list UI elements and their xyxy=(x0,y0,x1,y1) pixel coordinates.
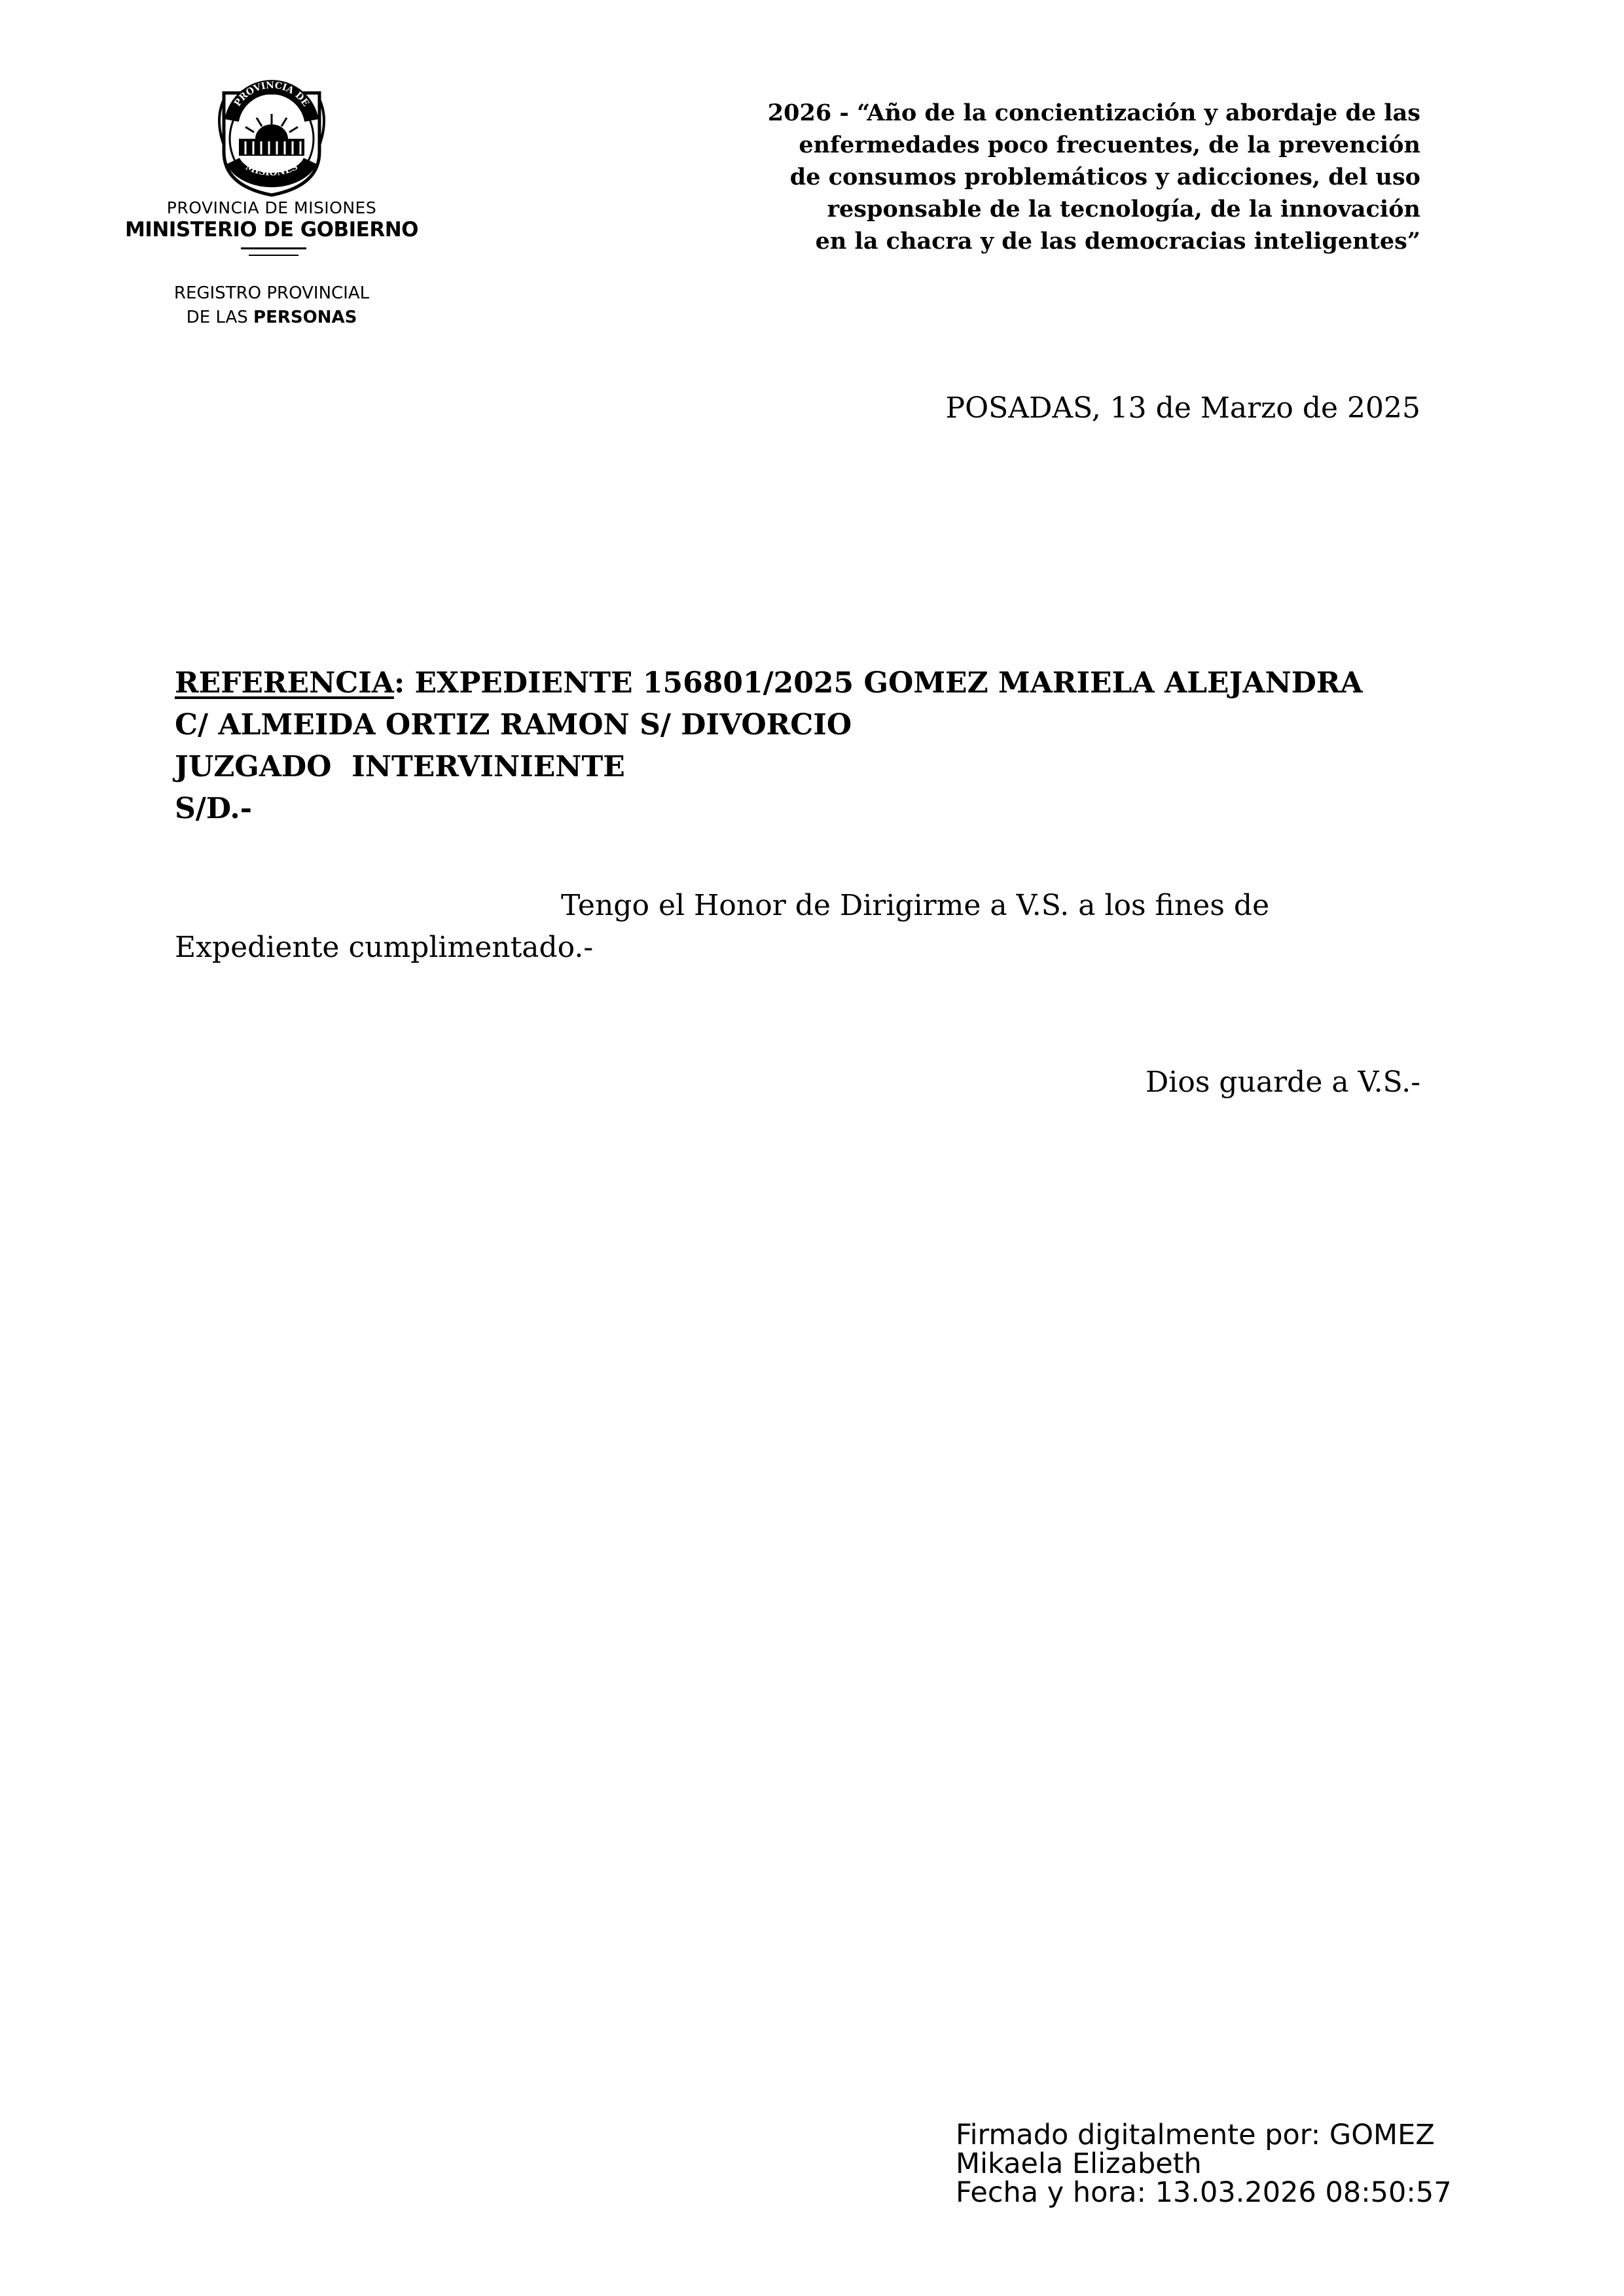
reference-label: REFERENCIA xyxy=(175,666,394,700)
letterhead-ministry: MINISTERIO DE GOBIERNO xyxy=(124,218,419,242)
letterhead-divider xyxy=(249,255,298,256)
reference-case: : EXPEDIENTE 156801/2025 GOMEZ MARIELA ALEJANDRA xyxy=(393,666,1363,700)
place-date: POSADAS, 13 de Marzo de 2025 xyxy=(945,391,1420,425)
letterhead-divider xyxy=(241,247,306,249)
motto-line: responsable de la tecnología, de la innovación xyxy=(827,196,1420,223)
body-line1: Tengo el Honor de Dirigirme a V.S. a los fines de xyxy=(561,889,1270,922)
signature-line3: Fecha y hora: 13.03.2026 08:50:57 xyxy=(956,2176,1452,2209)
motto-line: de consumos problemáticos y adicciones, del uso xyxy=(789,164,1420,190)
signature-line2: Mikaela Elizabeth xyxy=(956,2147,1202,2180)
letterhead-registry-line2 xyxy=(98,308,445,327)
motto-line: enfermedades poco frecuentes, de la prevención xyxy=(799,132,1420,158)
reference-line2: C/ ALMEIDA ORTIZ RAMON S/ DIVORCIO xyxy=(175,708,852,742)
motto-line: 2026 - “Año de la concientización y abordaje de las xyxy=(767,99,1420,126)
crest-text-bottom: MISIONES xyxy=(244,161,300,179)
registry-bold: PERSONAS xyxy=(253,308,357,327)
digital-signature xyxy=(956,2121,1452,2207)
reference-line3: JUZGADO INTERVINIENTE xyxy=(175,750,625,783)
motto-line: en la chacra y de las democracias inteligentes” xyxy=(815,228,1420,255)
crest-text-top: PROVINCIA DE xyxy=(232,80,312,109)
letterhead-registry-line1: REGISTRO PROVINCIAL xyxy=(173,283,370,303)
provincia-de-misiones-crest-icon xyxy=(209,73,334,198)
letterhead-province: PROVINCIA DE MISIONES xyxy=(166,198,377,217)
body-line2: Expediente cumplimentado.- xyxy=(175,931,594,964)
reference-block xyxy=(175,662,1451,830)
letter-body xyxy=(175,885,1451,969)
reference-line1 xyxy=(175,662,1451,704)
reference-line4: S/D.- xyxy=(175,792,253,825)
signature-line1: Firmado digitalmente por: GOMEZ xyxy=(956,2119,1435,2151)
registry-prefix: DE LAS xyxy=(186,308,254,327)
closing-salutation: Dios guarde a V.S.- xyxy=(1146,1066,1421,1099)
year-motto xyxy=(655,97,1420,257)
